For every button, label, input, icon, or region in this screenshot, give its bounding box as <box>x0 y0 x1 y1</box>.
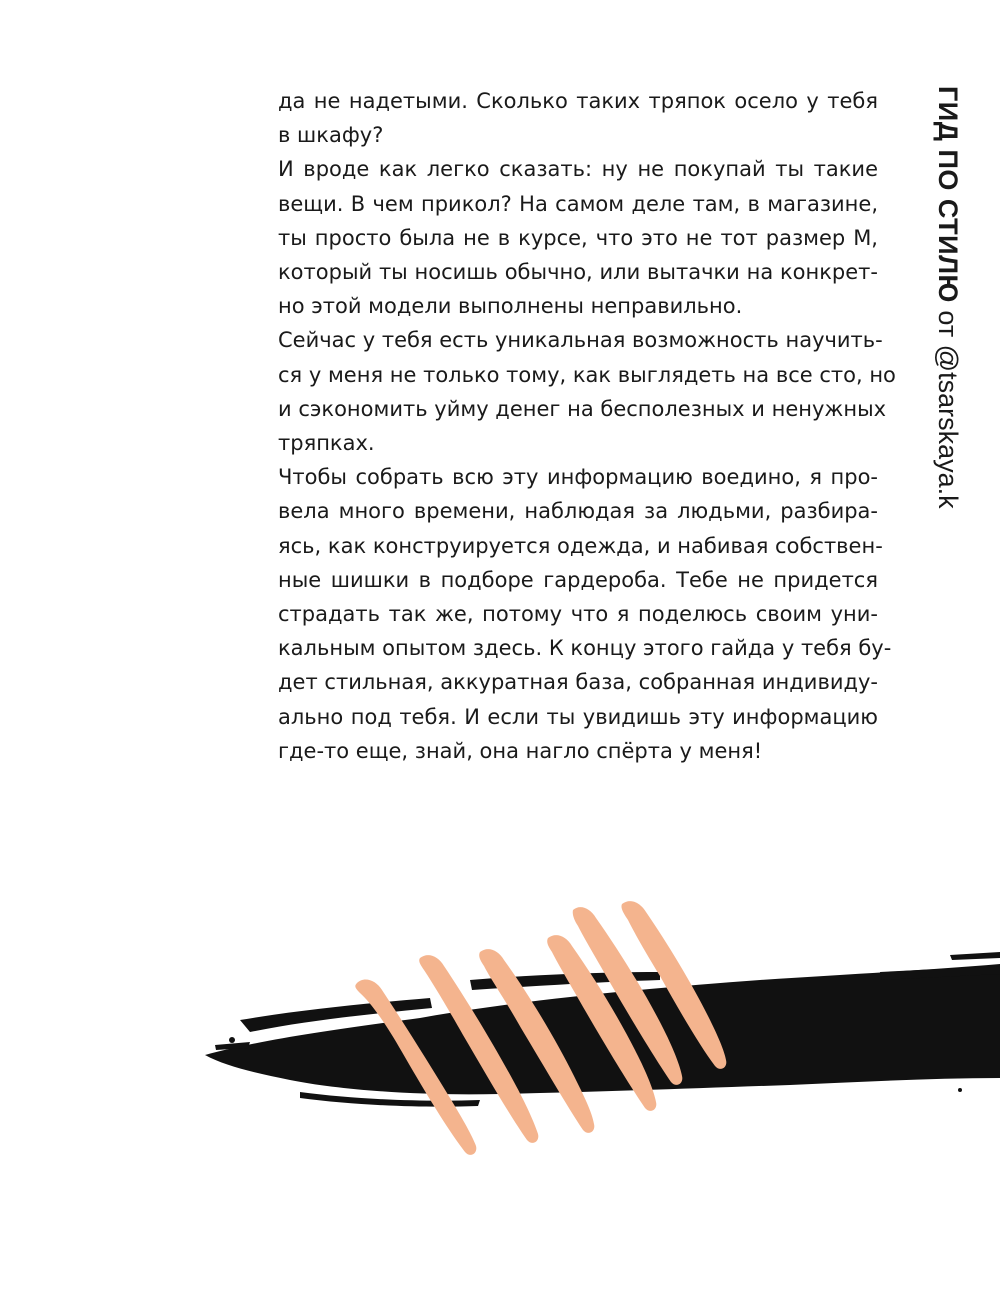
text-line: где-то еще, знай, она нагло спёрта у меня! <box>278 738 763 763</box>
text-line: в шкафу? <box>278 123 384 148</box>
text-line: ные шишки в подборе гардероба. Тебе не придется <box>278 567 878 592</box>
text-line: да не надетыми. Сколько таких тряпок осело у тебя <box>278 89 878 113</box>
text-line: И вроде как легко сказать: ну не покупай ты такие <box>278 157 878 182</box>
text-line: Сейчас у тебя есть уникальная возможность научить- <box>278 328 883 353</box>
text-line: который ты носишь обычно, или вытачки на конкрет- <box>278 260 878 285</box>
decorative-brush-strokes <box>0 880 1000 1180</box>
text-line: и сэкономить уйму денег на бесполезных и ненужных <box>278 396 887 421</box>
text-line: Чтобы собрать всю эту информацию воедино, я про- <box>278 465 878 490</box>
text-line: страдать так же, потому что я поделюсь своим уни- <box>278 602 878 627</box>
text-line: ты просто была не в курсе, что это не тот размер М, <box>278 225 878 250</box>
body-text <box>278 84 896 768</box>
text-line: ясь, как конструируется одежда, и набивая собствен- <box>278 533 883 558</box>
text-line: вела много времени, наблюдая за людьми, разбира- <box>278 499 878 524</box>
text-line: но этой модели выполнены неправильно. <box>278 294 743 319</box>
guide-author: от @tsarskaya.k <box>933 310 963 509</box>
page-header-title <box>928 86 968 509</box>
text-line: вещи. В чем прикол? На самом деле там, в магазине, <box>278 191 878 216</box>
text-line: дет стильная, аккуратная база, собранная индивиду- <box>278 670 878 695</box>
text-line: кальным опытом здесь. К концу этого гайда у тебя бу- <box>278 636 892 661</box>
text-line: ся у меня не только тому, как выглядеть на все сто, но <box>278 362 896 387</box>
text-line: тряпках. <box>278 431 375 456</box>
guide-title: ГИД ПО СТИЛЮ <box>933 86 963 303</box>
text-line: ально под тебя. И если ты увидишь эту информацию <box>278 704 878 729</box>
